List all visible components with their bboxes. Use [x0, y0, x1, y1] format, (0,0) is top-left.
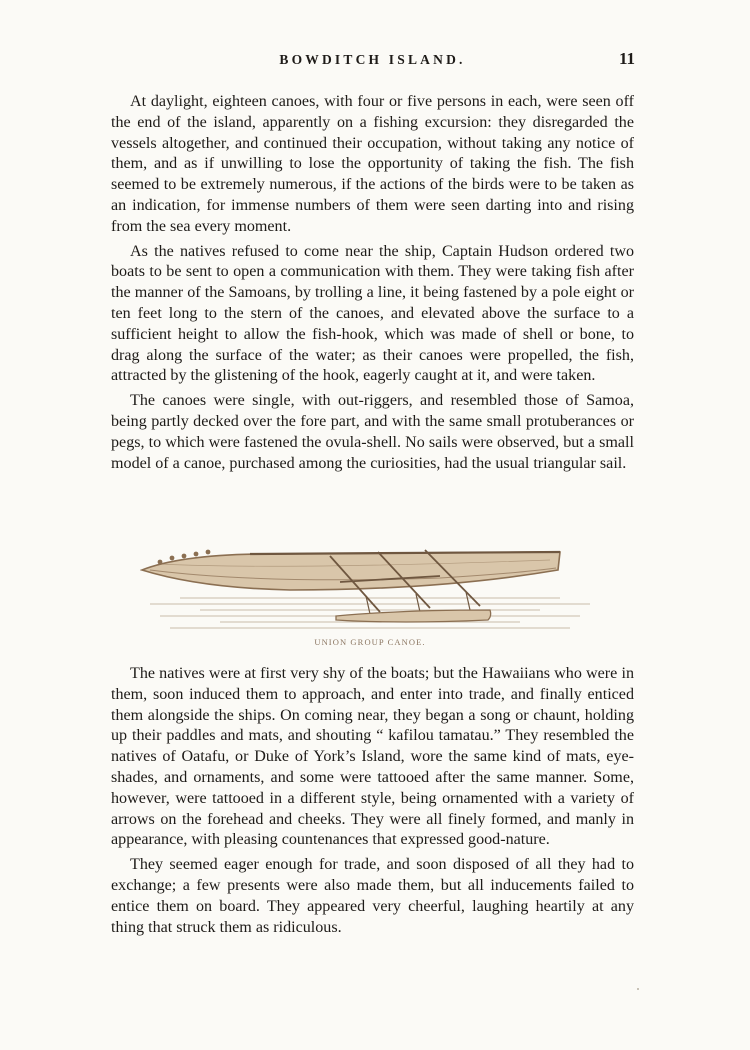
figure-caption: UNION GROUP CANOE.: [314, 637, 426, 647]
body-text-lower: [111, 664, 634, 942]
paragraph: As the natives refused to come near the ship, Captain Hudson ordered two boats to be sent to open a communication with them. They were taking fish after the manner of the Samoans, by trolling a line, it being fastened by a pole eight or ten feet long to the stern of the canoes, and elevated above the surface to a sufficient height to allow the fish-hook, which was made of shell or bone, to drag along the surface of the water; as their canoes were propelled, the fish, attracted by the glistening of the hook, eagerly caught at it, and were taken.: [111, 242, 634, 385]
running-head: [110, 49, 635, 76]
paper-speck: [637, 988, 639, 990]
body-text-upper: [111, 92, 634, 478]
paragraph: The natives were at first very shy of the boats; but the Hawaiians who were in them, soon induced them to approach, and enter into trade, and finally enticed them alongside the ships. On coming near, they began a song or chaunt, holding up their paddles and mats, and shouting “ kafilou tamatau.” They resembled the natives of Oatafu, or Duke of York’s Island, wore the same kind of mats, eye-shades, and ornaments, and some were tattooed after the same manner. Some, however, were tattooed in a different style, being ornamented with a variety of arrows on the forehead and cheeks. They were all finely formed, and manly in appearance, with pleasing countenances that expressed good-nature.: [111, 665, 634, 849]
page-number: 11: [618, 49, 635, 68]
canoe-engraving: [140, 540, 600, 635]
paragraph: They seemed eager enough for trade, and soon disposed of all they had to exchange; a few presents were also made them, but all inducements failed to entice them on board. They appeared very cheerful, laughing heartily at any thing that struck them as ridiculous.: [111, 856, 634, 936]
canoe-illustration: [140, 540, 600, 658]
outrigger-float: [336, 610, 491, 622]
paragraph: At daylight, eighteen canoes, with four or five persons in each, were seen off the end of the island, apparently on a fishing excursion: they disregarded the vessels altogether, and continued their occupation, without taking any notice of them, and as if unwilling to lose the opportunity of taking the fish. The fish seemed to be extremely numerous, if the actions of the birds were to be taken as an indication, for immense numbers of them were seen darting into and rising from the sea every moment.: [111, 93, 634, 235]
running-title: BOWDITCH ISLAND.: [279, 52, 466, 67]
paragraph: The canoes were single, with out-riggers, and resembled those of Samoa, being partly decked over the fore part, and with the same small protuberances or pegs, to which were fastened the ovula-shell. No sails were observed, but a small model of a canoe, purchased among the curiosities, had the usual triangular sail.: [111, 392, 634, 472]
canoe-hull: [142, 552, 560, 590]
